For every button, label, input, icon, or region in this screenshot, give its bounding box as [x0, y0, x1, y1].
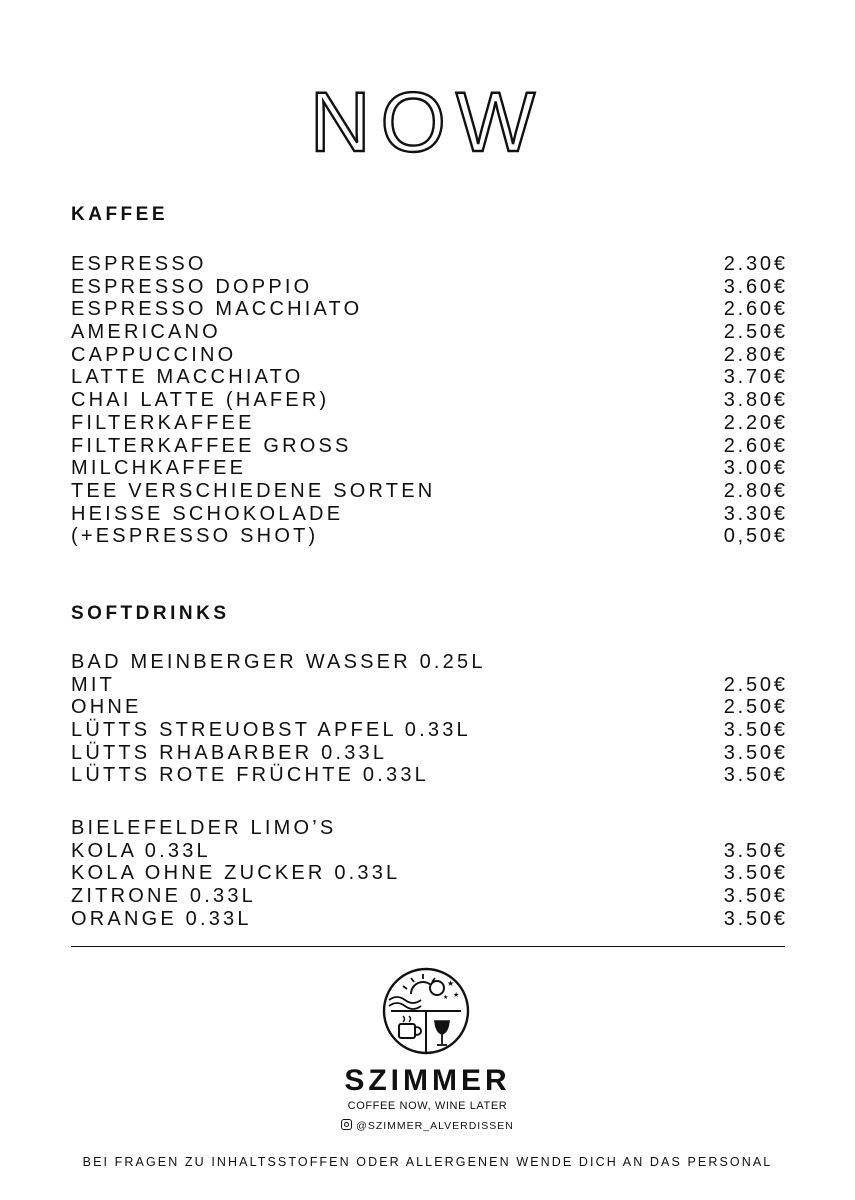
instagram-handle-row	[0, 1119, 855, 1132]
item-price: 3.50€	[723, 741, 788, 764]
menu-item	[71, 434, 788, 458]
item-name: ESPRESSO	[71, 253, 207, 275]
item-price: 0,50€	[723, 525, 788, 548]
item-name: MILCHKAFFEE	[71, 457, 247, 480]
item-price: 3.50€	[723, 764, 788, 787]
item-name: AMERICANO	[71, 321, 221, 344]
svg-text:★: ★	[443, 994, 449, 1001]
item-name: LÜTTS ROTE FRÜCHTE 0.33L	[71, 764, 429, 787]
menu-item	[71, 696, 788, 719]
menu-item	[71, 907, 788, 931]
item-name: FILTERKAFFEE GROSS	[71, 434, 352, 457]
item-price: 3.50€	[723, 719, 788, 742]
item-price: 3.50€	[723, 839, 788, 862]
menu-item	[71, 275, 788, 299]
item-name: FILTERKAFFEE	[71, 411, 255, 434]
item-name: TEE VERSCHIEDENE SORTEN	[71, 479, 436, 502]
menu-title: NOW	[309, 75, 546, 169]
menu-item	[71, 298, 788, 321]
divider-line	[71, 946, 785, 947]
item-name: ESPRESSO DOPPIO	[71, 275, 313, 298]
item-price: 3.50€	[723, 885, 788, 908]
item-price: 2.50€	[723, 673, 788, 696]
item-price: 3.50€	[723, 907, 788, 930]
brand-tagline: COFFEE NOW, WINE LATER	[347, 1100, 508, 1112]
item-name: OHNE	[71, 696, 142, 719]
szimmer-logo-icon	[381, 966, 471, 1056]
brand-name: SZIMMER	[344, 1064, 511, 1097]
menu-item	[71, 457, 788, 480]
menu-item	[71, 502, 788, 526]
menu-item	[71, 719, 788, 742]
menu-item	[71, 411, 788, 435]
svg-text:★: ★	[453, 991, 460, 999]
item-price: 2.60€	[723, 434, 788, 457]
item-price: 3.50€	[723, 862, 788, 885]
group-label	[71, 817, 785, 840]
item-name: HEISSE SCHOKOLADE	[71, 502, 344, 525]
item-price: 2.30€	[723, 253, 788, 275]
menu-item	[71, 366, 788, 389]
svg-text:★: ★	[447, 979, 455, 988]
item-name: (+ESPRESSO SHOT)	[71, 525, 319, 548]
menu-item	[71, 839, 788, 863]
item-price: 3.00€	[723, 457, 788, 480]
item-price: 2.20€	[723, 411, 788, 434]
section-heading-softdrinks: SOFTDRINKS	[71, 603, 230, 624]
menu-item	[71, 741, 788, 765]
menu-item	[71, 321, 788, 344]
group-label-text: BIELEFELDER LIMO’S	[71, 817, 337, 839]
softdrinks-group-wasser	[71, 651, 788, 787]
menu-item	[71, 479, 788, 503]
item-price: 2.80€	[723, 479, 788, 502]
menu-item	[71, 885, 788, 908]
item-name: ZITRONE 0.33L	[71, 885, 256, 908]
item-name: LATTE MACCHIATO	[71, 366, 304, 389]
instagram-handle: @SZIMMER_ALVERDISSEN	[356, 1120, 514, 1132]
item-name: KOLA 0.33L	[71, 839, 211, 862]
item-name: CHAI LATTE (HAFER)	[71, 389, 330, 412]
kaffee-list	[71, 253, 788, 548]
menu-item	[71, 862, 788, 885]
item-price: 3.30€	[723, 502, 788, 525]
item-price: 3.70€	[723, 366, 788, 389]
item-price: 3.60€	[723, 275, 788, 298]
menu-item	[71, 525, 788, 548]
item-name: LÜTTS STREUOBST APFEL 0.33L	[71, 719, 471, 742]
menu-item	[71, 673, 788, 697]
menu-item	[71, 764, 788, 787]
menu-item	[71, 343, 788, 367]
menu-item	[71, 389, 788, 412]
item-price: 2.80€	[723, 343, 788, 366]
item-price: 2.50€	[723, 321, 788, 344]
softdrinks-group-limo	[71, 817, 788, 930]
group-label-text: BAD MEINBERGER WASSER 0.25L	[71, 651, 486, 673]
item-price: 3.80€	[723, 389, 788, 412]
group-label	[71, 651, 785, 674]
section-heading-kaffee: KAFFEE	[71, 204, 168, 225]
item-name: ORANGE 0.33L	[71, 907, 252, 930]
item-price: 2.50€	[723, 696, 788, 719]
instagram-icon	[341, 1119, 352, 1130]
item-name: KOLA OHNE ZUCKER 0.33L	[71, 862, 401, 885]
item-name: ESPRESSO MACCHIATO	[71, 298, 363, 321]
item-name: LÜTTS RHABARBER 0.33L	[71, 741, 388, 764]
item-name: CAPPUCCINO	[71, 343, 237, 366]
item-price: 2.60€	[723, 298, 788, 321]
allergen-notice: BEI FRAGEN ZU INHALTSSTOFFEN ODER ALLERGENEN WENDE DICH AN DAS PERSONAL	[82, 1155, 773, 1169]
item-name: MIT	[71, 673, 116, 696]
menu-item	[71, 253, 788, 276]
